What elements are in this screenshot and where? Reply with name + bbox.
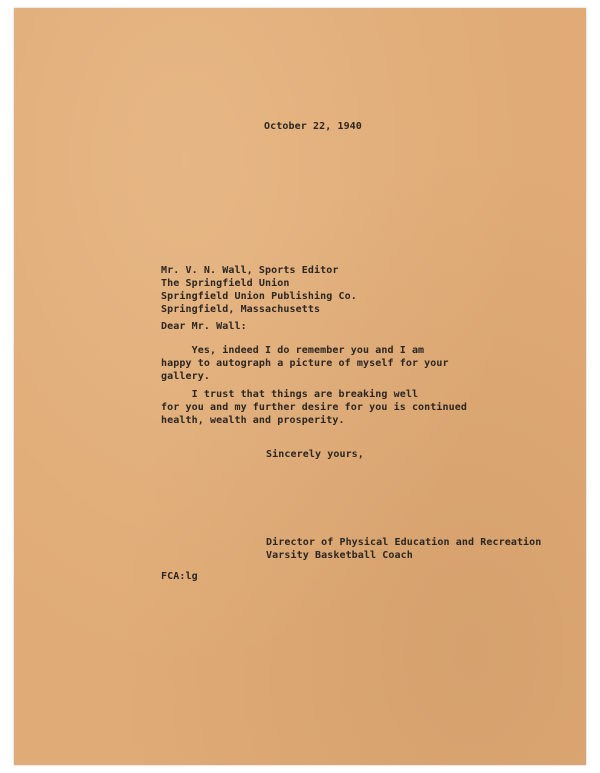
- title-line: Director of Physical Education and Recreation: [266, 537, 542, 548]
- address-line: Mr. V. N. Wall, Sports Editor: [161, 265, 339, 276]
- address-line: The Springfield Union: [161, 278, 290, 289]
- closing: Sincerely yours,: [266, 449, 364, 460]
- signature-title: [266, 536, 541, 562]
- paragraph-line: Yes, indeed I do remember you and I am: [161, 345, 425, 356]
- paragraph-line: happy to autograph a picture of myself for your: [161, 358, 449, 369]
- address-line: Springfield, Massachusetts: [161, 304, 321, 315]
- paragraph-line: gallery.: [161, 371, 210, 382]
- letter-page: [14, 8, 586, 765]
- letter-date: October 22, 1940: [264, 121, 362, 132]
- recipient-address: [161, 264, 357, 316]
- salutation: Dear Mr. Wall:: [161, 321, 247, 332]
- body-paragraph-2: [161, 388, 467, 427]
- paragraph-line: for you and my further desire for you is continued: [161, 402, 468, 413]
- reference-initials: FCA:lg: [161, 571, 198, 582]
- body-paragraph-1: [161, 344, 449, 383]
- title-line: Varsity Basketball Coach: [266, 550, 413, 561]
- address-line: Springfield Union Publishing Co.: [161, 291, 357, 302]
- paragraph-line: health, wealth and prosperity.: [161, 415, 345, 426]
- paragraph-line: I trust that things are breaking well: [161, 389, 419, 400]
